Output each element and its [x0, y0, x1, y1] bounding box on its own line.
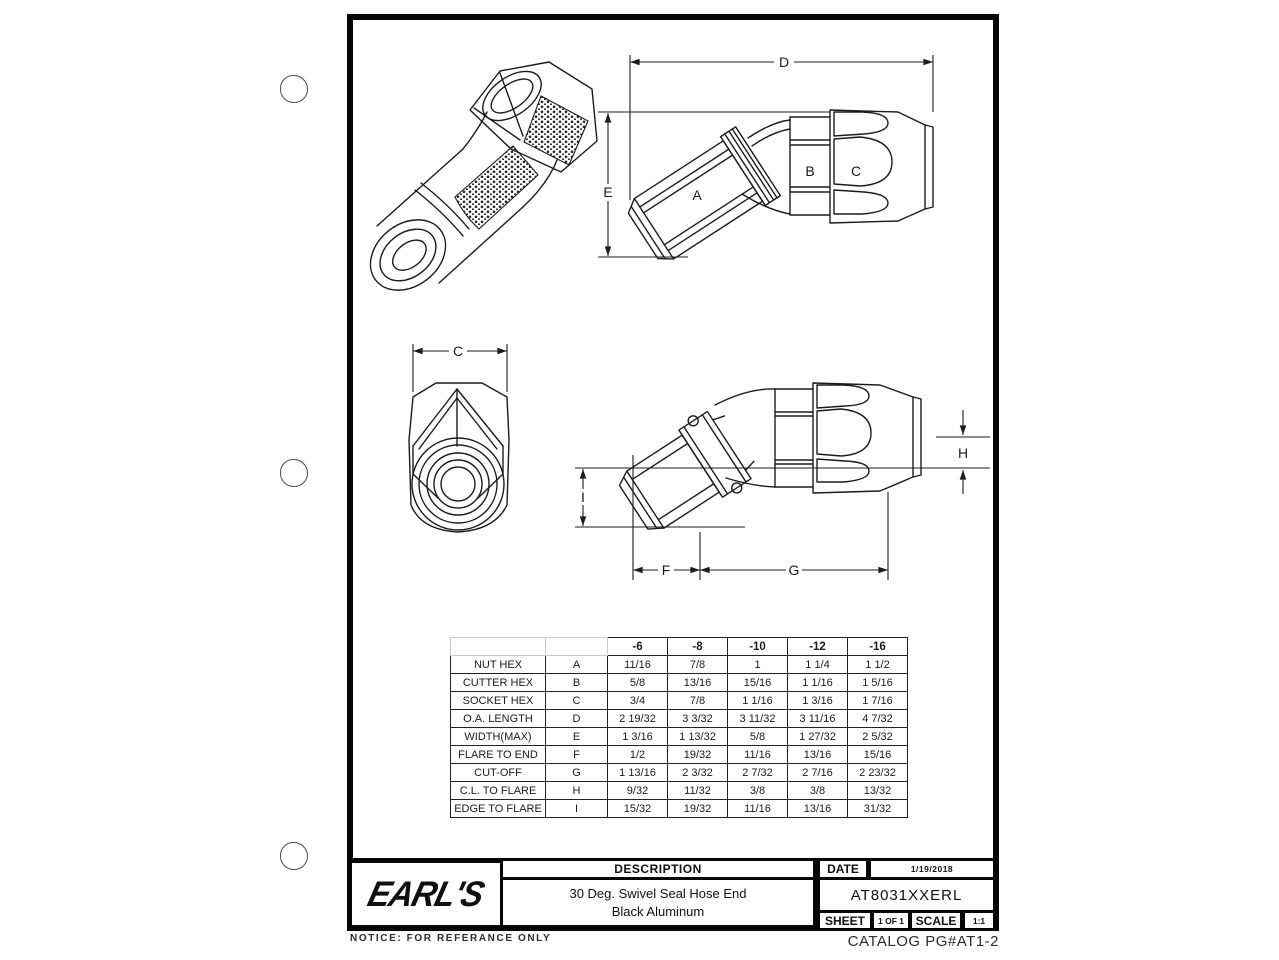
scale-label: SCALE: [912, 913, 960, 928]
table-cell: 1/2: [608, 746, 668, 764]
table-row: [451, 746, 908, 764]
row-letter: E: [546, 728, 608, 746]
table-cell: 19/32: [668, 800, 728, 818]
dim-d: [630, 54, 933, 200]
label-c: C: [850, 163, 862, 179]
table-cell: 3 11/32: [728, 710, 788, 728]
hole-punch-bottom: [280, 842, 308, 870]
row-letter: I: [546, 800, 608, 818]
table-cell: 13/16: [668, 674, 728, 692]
table-cell: 3/4: [608, 692, 668, 710]
table-cell: 1: [728, 656, 788, 674]
isometric-view: [357, 62, 597, 305]
title-block: [347, 858, 999, 931]
table-cell: 1 1/2: [848, 656, 908, 674]
table-cell: 1 3/16: [608, 728, 668, 746]
side-view-bottom: [575, 383, 990, 580]
table-cell: 13/16: [788, 746, 848, 764]
table-cell: 1 13/32: [668, 728, 728, 746]
table-header-row: [451, 638, 908, 656]
table-cell: 9/32: [608, 782, 668, 800]
table-cell: 5/8: [608, 674, 668, 692]
knurl-band-nut: [524, 96, 588, 165]
row-letter: C: [546, 692, 608, 710]
dim-label-c: C: [452, 343, 464, 359]
logo-box: [352, 863, 500, 925]
hole-punch-top: [280, 75, 308, 103]
socket-mouth: [357, 205, 460, 304]
description-text: [503, 880, 813, 925]
dim-c: [413, 343, 507, 392]
table-row: [451, 800, 908, 818]
table-cell: 2 3/32: [668, 764, 728, 782]
table-cell: 13/32: [848, 782, 908, 800]
sheet-label: SHEET: [820, 913, 870, 928]
scale-value: 1:1: [965, 913, 993, 928]
row-label: EDGE TO FLARE: [451, 800, 546, 818]
hex-bottom: [775, 389, 813, 487]
dim-label-h: H: [957, 445, 969, 461]
col-header: -12: [788, 638, 848, 656]
row-label: C.L. TO FLARE: [451, 782, 546, 800]
table-cell: 15/16: [848, 746, 908, 764]
col-header: -6: [608, 638, 668, 656]
table-cell: 2 5/32: [848, 728, 908, 746]
row-label: CUTTER HEX: [451, 674, 546, 692]
part-number: AT8031XXERL: [820, 880, 993, 910]
table-cell: 11/16: [728, 746, 788, 764]
table-cell: 1 5/16: [848, 674, 908, 692]
dim-f: [633, 455, 700, 580]
table-cell: 11/32: [668, 782, 728, 800]
description-header: DESCRIPTION: [503, 861, 813, 877]
earls-logo: EARL'S: [364, 873, 488, 914]
table-cell: 3 11/16: [788, 710, 848, 728]
table-cell: 19/32: [668, 746, 728, 764]
table-cell: 7/8: [668, 692, 728, 710]
row-label: WIDTH(MAX): [451, 728, 546, 746]
table-row: [451, 674, 908, 692]
row-letter: F: [546, 746, 608, 764]
table-row: [451, 656, 908, 674]
table-cell: 11/16: [728, 800, 788, 818]
table-row: [451, 728, 908, 746]
swivel-nut-bottom: [609, 401, 764, 545]
row-label: SOCKET HEX: [451, 692, 546, 710]
label-b: B: [805, 163, 815, 179]
row-label: O.A. LENGTH: [451, 710, 546, 728]
table-cell: 7/8: [668, 656, 728, 674]
row-letter: H: [546, 782, 608, 800]
table-cell: 2 7/16: [788, 764, 848, 782]
dim-label-f: F: [661, 562, 671, 578]
table-cell: 15/16: [728, 674, 788, 692]
table-row: [451, 764, 908, 782]
table-cell: 1 7/16: [848, 692, 908, 710]
label-a: A: [692, 187, 702, 203]
table-cell: 11/16: [608, 656, 668, 674]
table-cell: 5/8: [728, 728, 788, 746]
table-cell: 3 3/32: [668, 710, 728, 728]
table-row: [451, 692, 908, 710]
dimension-table: [450, 637, 908, 818]
row-label: CUT-OFF: [451, 764, 546, 782]
table-cell: 2 19/32: [608, 710, 668, 728]
table-cell: 1 1/4: [788, 656, 848, 674]
row-letter: A: [546, 656, 608, 674]
table-cell: 2 23/32: [848, 764, 908, 782]
knurl-band-socket: [455, 146, 538, 229]
hole-punch-middle: [280, 459, 308, 487]
dim-g: [700, 492, 888, 580]
col-header: -8: [668, 638, 728, 656]
table-cell: 1 1/16: [728, 692, 788, 710]
sheet-value: 1 OF 1: [874, 913, 908, 928]
dim-label-d: D: [778, 54, 790, 70]
dim-e: [598, 112, 830, 257]
side-view-top: [598, 54, 933, 270]
col-header: -10: [728, 638, 788, 656]
table-cell: [546, 638, 608, 656]
table-cell: 1 27/32: [788, 728, 848, 746]
description-line1: 30 Deg. Swivel Seal Hose End: [569, 885, 747, 901]
col-header: -16: [848, 638, 908, 656]
dim-label-i: I: [581, 489, 585, 505]
date-value: 1/19/2018: [871, 861, 993, 877]
socket-bottom: [813, 383, 921, 493]
row-label: FLARE TO END: [451, 746, 546, 764]
table-cell: 2 7/32: [728, 764, 788, 782]
dim-label-g: G: [788, 562, 800, 578]
table-cell: 15/32: [608, 800, 668, 818]
end-view: [409, 343, 509, 532]
table-cell: 1 13/16: [608, 764, 668, 782]
row-letter: D: [546, 710, 608, 728]
table-row: [451, 782, 908, 800]
table-cell: 31/32: [848, 800, 908, 818]
row-label: NUT HEX: [451, 656, 546, 674]
table-row: [451, 710, 908, 728]
table-cell: 4 7/32: [848, 710, 908, 728]
notice-text: NOTICE: FOR REFERANCE ONLY: [350, 933, 552, 944]
socket-c: [830, 110, 933, 223]
row-letter: G: [546, 764, 608, 782]
description-line2: Black Aluminum: [611, 903, 705, 919]
catalog-text: CATALOG PG#AT1-2: [847, 933, 999, 950]
row-letter: B: [546, 674, 608, 692]
table-cell: 3/8: [788, 782, 848, 800]
table-cell: 1 1/16: [788, 674, 848, 692]
date-label: DATE: [820, 861, 866, 877]
table-cell: 3/8: [728, 782, 788, 800]
table-cell: 13/16: [788, 800, 848, 818]
table-cell: 1 3/16: [788, 692, 848, 710]
table-cell: [451, 638, 546, 656]
dim-h: [936, 410, 990, 494]
dim-label-e: E: [603, 184, 613, 200]
